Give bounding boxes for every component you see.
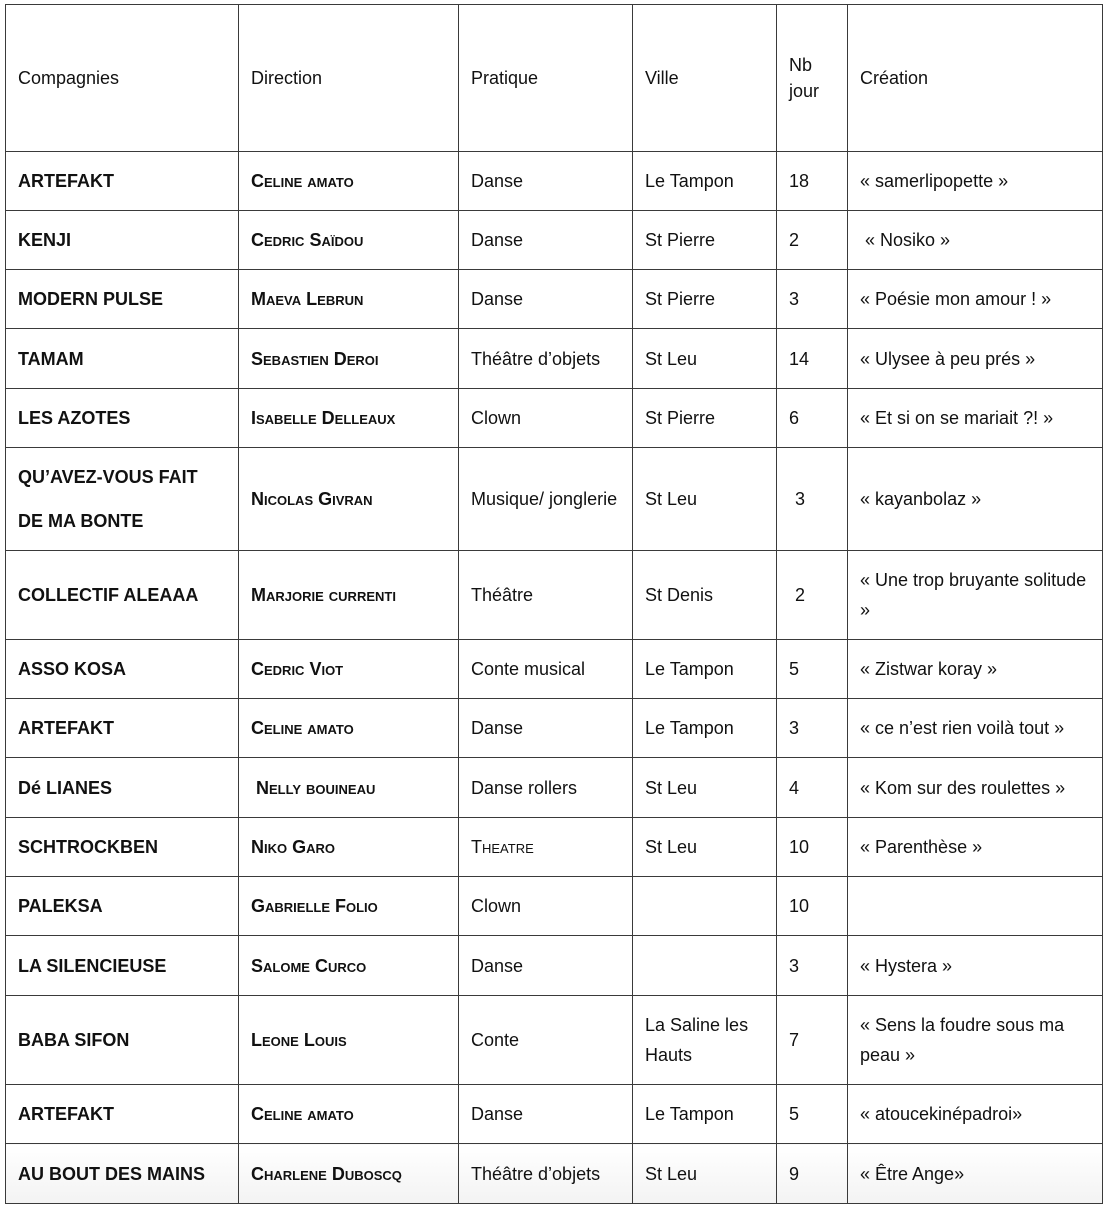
cell-creation: « Être Ange»	[848, 1144, 1103, 1204]
cell-ville: St Leu	[633, 758, 777, 818]
cell-nb-jour: 5	[777, 640, 848, 699]
cell-compagnie: ASSO KOSA	[6, 640, 239, 699]
cell-nb-jour: 3	[777, 936, 848, 996]
cell-creation: « Parenthèse »	[848, 818, 1103, 877]
cell-pratique: Theatre	[459, 818, 633, 877]
table-row	[6, 1085, 1103, 1144]
cell-compagnie: PALEKSA	[6, 877, 239, 936]
cell-nb-jour: 14	[777, 329, 848, 389]
table-row	[6, 448, 1103, 551]
companies-table	[5, 4, 1103, 1204]
cell-pratique: Théâtre d’objets	[459, 1144, 633, 1204]
cell-compagnie: TAMAM	[6, 329, 239, 389]
cell-direction: Marjorie currenti	[239, 551, 459, 640]
cell-nb-jour: 2	[777, 211, 848, 270]
table-row	[6, 936, 1103, 996]
cell-creation: « kayanbolaz »	[848, 448, 1103, 551]
cell-ville	[633, 877, 777, 936]
cell-direction: Charlene Duboscq	[239, 1144, 459, 1204]
cell-ville: Le Tampon	[633, 640, 777, 699]
cell-pratique: Musique/ jonglerie	[459, 448, 633, 551]
cell-nb-jour: 9	[777, 1144, 848, 1204]
cell-pratique: Clown	[459, 389, 633, 448]
cell-direction: Nicolas Givran	[239, 448, 459, 551]
table-row	[6, 270, 1103, 329]
cell-ville: Le Tampon	[633, 699, 777, 758]
header-pratique: Pratique	[459, 5, 633, 152]
cell-direction: Gabrielle Folio	[239, 877, 459, 936]
cell-creation: « samerlipopette »	[848, 152, 1103, 211]
cell-ville: St Leu	[633, 329, 777, 389]
cell-ville: St Pierre	[633, 211, 777, 270]
table-row	[6, 640, 1103, 699]
cell-pratique: Danse rollers	[459, 758, 633, 818]
cell-ville: St Pierre	[633, 270, 777, 329]
cell-creation: « Sens la foudre sous ma peau »	[848, 996, 1103, 1085]
cell-pratique: Danse	[459, 152, 633, 211]
cell-ville: St Leu	[633, 818, 777, 877]
cell-pratique: Danse	[459, 270, 633, 329]
cell-direction: Cedric Saïdou	[239, 211, 459, 270]
cell-compagnie: COLLECTIF ALEAAA	[6, 551, 239, 640]
cell-ville: St Pierre	[633, 389, 777, 448]
cell-creation: « Et si on se mariait ?! »	[848, 389, 1103, 448]
header-creation: Création	[848, 5, 1103, 152]
cell-nb-jour: 3	[777, 448, 848, 551]
cell-nb-jour: 3	[777, 699, 848, 758]
cell-direction: Leone Louis	[239, 996, 459, 1085]
cell-compagnie: LES AZOTES	[6, 389, 239, 448]
cell-compagnie: LA SILENCIEUSE	[6, 936, 239, 996]
cell-nb-jour: 4	[777, 758, 848, 818]
table-row	[6, 329, 1103, 389]
cell-compagnie: KENJI	[6, 211, 239, 270]
cell-direction: Celine amato	[239, 152, 459, 211]
cell-direction: Celine amato	[239, 1085, 459, 1144]
cell-direction: Cedric Viot	[239, 640, 459, 699]
cell-pratique: Danse	[459, 1085, 633, 1144]
cell-nb-jour: 2	[777, 551, 848, 640]
table-row	[6, 818, 1103, 877]
cell-creation: « ce n’est rien voilà tout »	[848, 699, 1103, 758]
cell-direction: Nelly bouineau	[239, 758, 459, 818]
table-header-row	[6, 5, 1103, 152]
cell-compagnie: AU BOUT DES MAINS	[6, 1144, 239, 1204]
cell-compagnie: Dé LIANES	[6, 758, 239, 818]
cell-pratique: Clown	[459, 877, 633, 936]
cell-nb-jour: 5	[777, 1085, 848, 1144]
table-row	[6, 699, 1103, 758]
cell-nb-jour: 6	[777, 389, 848, 448]
header-nb-jour: Nb jour	[777, 5, 848, 152]
cell-pratique: Danse	[459, 211, 633, 270]
cell-pratique: Danse	[459, 936, 633, 996]
cell-creation: « Ulysee à peu prés »	[848, 329, 1103, 389]
cell-direction: Isabelle Delleaux	[239, 389, 459, 448]
cell-nb-jour: 3	[777, 270, 848, 329]
cell-compagnie: QU’AVEZ-VOUS FAIT DE MA BONTE	[6, 448, 239, 551]
cell-creation: « Poésie mon amour ! »	[848, 270, 1103, 329]
cell-ville: Le Tampon	[633, 1085, 777, 1144]
cell-creation: « Zistwar koray »	[848, 640, 1103, 699]
table-row	[6, 877, 1103, 936]
table-row	[6, 758, 1103, 818]
cell-compagnie: SCHTROCKBEN	[6, 818, 239, 877]
cell-compagnie: MODERN PULSE	[6, 270, 239, 329]
cell-ville: St Denis	[633, 551, 777, 640]
cell-pratique: Théâtre d’objets	[459, 329, 633, 389]
table-row	[6, 152, 1103, 211]
cell-compagnie: BABA SIFON	[6, 996, 239, 1085]
cell-compagnie: ARTEFAKT	[6, 1085, 239, 1144]
header-ville: Ville	[633, 5, 777, 152]
cell-pratique: Danse	[459, 699, 633, 758]
cell-ville: Le Tampon	[633, 152, 777, 211]
cell-pratique: Conte	[459, 996, 633, 1085]
cell-creation: « Hystera »	[848, 936, 1103, 996]
cell-creation: « atoucekinépadroi»	[848, 1085, 1103, 1144]
cell-nb-jour: 10	[777, 818, 848, 877]
header-compagnies: Compagnies	[6, 5, 239, 152]
cell-creation	[848, 877, 1103, 936]
cell-creation: « Kom sur des roulettes »	[848, 758, 1103, 818]
cell-pratique: Théâtre	[459, 551, 633, 640]
cell-ville: La Saline les Hauts	[633, 996, 777, 1085]
cell-creation: « Une trop bruyante solitude »	[848, 551, 1103, 640]
cell-pratique: Conte musical	[459, 640, 633, 699]
cell-nb-jour: 10	[777, 877, 848, 936]
cell-creation: « Nosiko »	[848, 211, 1103, 270]
cell-ville: St Leu	[633, 1144, 777, 1204]
cell-compagnie: ARTEFAKT	[6, 699, 239, 758]
cell-nb-jour: 7	[777, 996, 848, 1085]
table-row	[6, 551, 1103, 640]
cell-nb-jour: 18	[777, 152, 848, 211]
table-row	[6, 1144, 1103, 1204]
table-row	[6, 211, 1103, 270]
cell-direction: Niko Garo	[239, 818, 459, 877]
cell-direction: Celine amato	[239, 699, 459, 758]
cell-direction: Sebastien Deroi	[239, 329, 459, 389]
cell-direction: Maeva Lebrun	[239, 270, 459, 329]
companies-table-wrapper	[5, 4, 1103, 1204]
cell-ville: St Leu	[633, 448, 777, 551]
cell-compagnie: ARTEFAKT	[6, 152, 239, 211]
cell-ville	[633, 936, 777, 996]
cell-direction: Salome Curco	[239, 936, 459, 996]
table-row	[6, 389, 1103, 448]
header-direction: Direction	[239, 5, 459, 152]
table-row	[6, 996, 1103, 1085]
